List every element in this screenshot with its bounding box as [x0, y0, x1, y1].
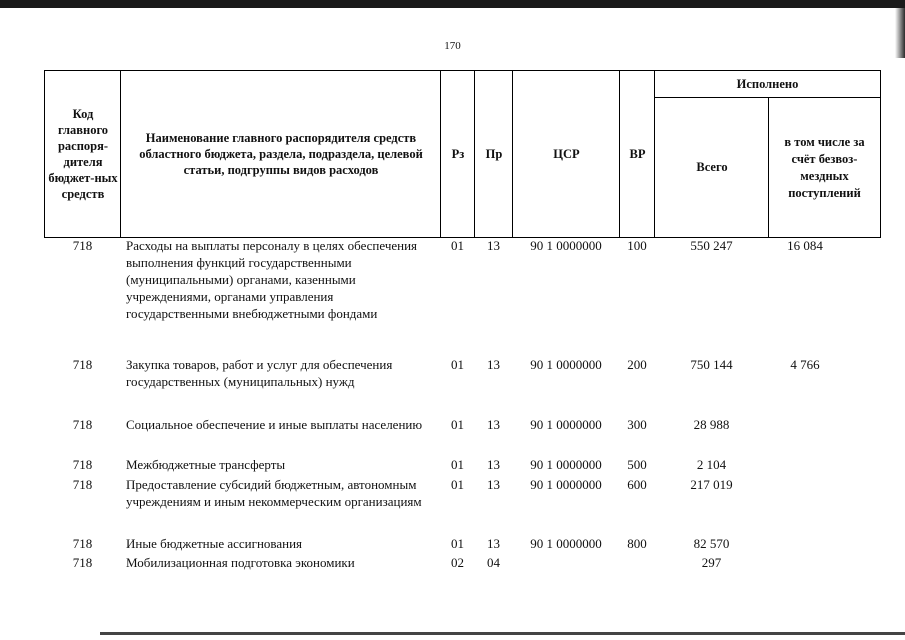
cell-vsego: 82 570 — [693, 536, 730, 551]
cell-vr: 500 — [627, 457, 647, 472]
cell-kod: 718 — [72, 457, 93, 472]
cell-vsego: 550 247 — [690, 238, 733, 253]
cell-rz: 02 — [451, 555, 464, 570]
cell-vtom-chisle: 4 766 — [790, 357, 820, 372]
cell-kod: 718 — [72, 417, 93, 432]
cell-vr: 300 — [627, 417, 647, 432]
header-csr: ЦСР — [512, 70, 620, 238]
cell-name: Расходы на выплаты персоналу в целях обеспечения выполнения функций государственными (муниципальными) органами, казенными учреждениями, органами управления государственными внебюджетными фондами — [126, 238, 418, 321]
cell-csr: 90 1 0000000 — [530, 357, 602, 372]
cell-csr: 90 1 0000000 — [530, 417, 602, 432]
header-vtom-chisle: в том числе за счёт безвоз-мездных поступлений — [768, 97, 881, 238]
cell-kod: 718 — [72, 536, 93, 551]
cell-kod: 718 — [72, 238, 93, 253]
header-vr: ВР — [619, 70, 655, 238]
cell-csr: 90 1 0000000 — [530, 238, 602, 253]
cell-vr: 200 — [627, 357, 647, 372]
cell-pr: 13 — [487, 357, 500, 372]
cell-vr: 600 — [627, 477, 647, 492]
cell-name: Закупка товаров, работ и услуг для обеспечения государственных (муниципальных) нужд — [126, 357, 393, 389]
cell-rz: 01 — [451, 417, 464, 432]
cell-vsego: 750 144 — [690, 357, 733, 372]
cell-kod: 718 — [72, 357, 93, 372]
cell-csr: 90 1 0000000 — [530, 477, 602, 492]
cell-rz: 01 — [451, 457, 464, 472]
cell-pr: 13 — [487, 238, 500, 253]
cell-csr: 90 1 0000000 — [530, 536, 602, 551]
cell-rz: 01 — [451, 238, 464, 253]
header-name: Наименование главного распорядителя средств областного бюджета, раздела, подраздела, целевой статьи, подгруппы видов расходов — [120, 70, 441, 238]
header-kod: Код главного распоря-дителя бюджет-ных средств — [44, 70, 121, 238]
cell-vsego: 28 988 — [693, 417, 730, 432]
cell-rz: 01 — [451, 477, 464, 492]
cell-rz: 01 — [451, 536, 464, 551]
header-rz: Рз — [440, 70, 475, 238]
header-ispolneno: Исполнено — [654, 70, 881, 98]
cell-rz: 01 — [451, 357, 464, 372]
cell-vsego: 2 104 — [696, 457, 727, 472]
cell-kod: 718 — [72, 555, 93, 570]
page-number: 170 — [444, 40, 461, 52]
cell-csr: 90 1 0000000 — [530, 457, 602, 472]
cell-name: Иные бюджетные ассигнования — [126, 536, 303, 551]
header-vsego: Всего — [654, 97, 769, 238]
scan-border-top — [0, 0, 905, 8]
cell-name: Межбюджетные трансферты — [126, 457, 286, 472]
cell-vr: 800 — [627, 536, 647, 551]
cell-vsego: 217 019 — [690, 477, 733, 492]
cell-pr: 04 — [487, 555, 500, 570]
cell-kod: 718 — [72, 477, 93, 492]
scan-border-bottom — [100, 632, 905, 635]
cell-pr: 13 — [487, 417, 500, 432]
cell-vtom-chisle: 16 084 — [787, 238, 823, 253]
cell-vsego: 297 — [701, 555, 722, 570]
cell-name: Мобилизационная подготовка экономики — [126, 555, 355, 570]
cell-pr: 13 — [487, 457, 500, 472]
cell-name: Предоставление субсидий бюджетным, автономным учреждениям и иным некоммерческим организациям — [126, 477, 422, 509]
cell-pr: 13 — [487, 536, 500, 551]
header-pr: Пр — [474, 70, 513, 238]
cell-name: Социальное обеспечение и иные выплаты населению — [126, 417, 423, 432]
cell-pr: 13 — [487, 477, 500, 492]
cell-vr: 100 — [627, 238, 647, 253]
